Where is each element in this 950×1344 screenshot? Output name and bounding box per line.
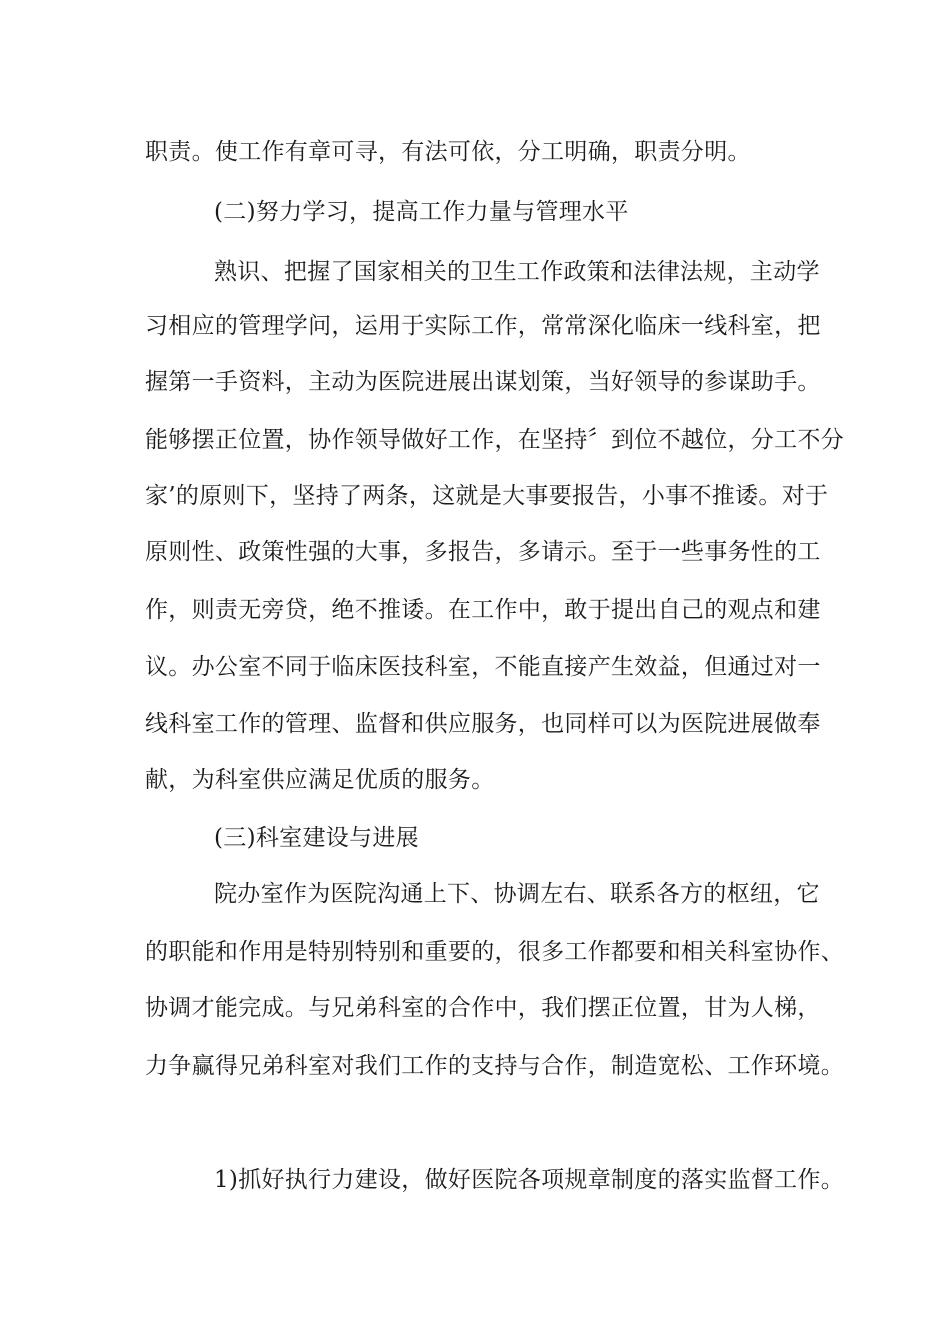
paragraph-line: 的职能和作用是特别特别和重要的，很多工作都要和相关科室协作、: [145, 939, 844, 965]
paragraph-line: 握第一手资料，主动为医院进展出谋划策，当好领导的参谋助手。: [145, 369, 821, 395]
section-heading: (二)努力学习，提高工作力量与管理水平: [214, 199, 629, 225]
paragraph-line: 力争赢得兄弟科室对我们工作的支持与合作，制造宽松、工作环境。: [145, 1053, 844, 1079]
paragraph-line: 能够摆正位置，协作领导做好工作，在坚持〞到位不越位，分工不分: [145, 427, 844, 453]
paragraph-line: 献，为科室供应满足优质的服务。: [145, 767, 495, 793]
section-heading: (三)科室建设与进展: [214, 825, 419, 851]
paragraph-line: 熟识、把握了国家相关的卫生工作政策和法律法规，主动学: [214, 259, 820, 285]
paragraph-line: 原则性、政策性强的大事，多报告，多请示。至于一些事务性的工: [145, 539, 821, 565]
paragraph-line: 线科室工作的管理、监督和供应服务，也同样可以为医院进展做奉: [145, 711, 821, 737]
list-item: 1)抓好执行力建设，做好医院各项规章制度的落实监督工作。: [214, 1167, 845, 1193]
paragraph-line: 职责。使工作有章可寻，有法可依，分工明确，职责分明。: [145, 139, 751, 165]
paragraph-line: 院办室作为医院沟通上下、协调左右、联系各方的枢纽，它: [214, 881, 820, 907]
paragraph-line: 作，则责无旁贷，绝不推诿。在工作中，敢于提出自己的观点和建: [145, 597, 821, 623]
paragraph-line: 家’的原则下，坚持了两条，这就是大事要报告，小事不推诿。对于: [145, 483, 829, 509]
paragraph-line: 协调才能完成。与兄弟科室的合作中，我们摆正位置，甘为人梯，: [145, 995, 821, 1021]
paragraph-line: 习相应的管理学问，运用于实际工作，常常深化临床一线科室，把: [145, 313, 821, 339]
paragraph-line: 议。办公室不同于临床医技科室，不能直接产生效益，但通过对一: [145, 654, 821, 680]
